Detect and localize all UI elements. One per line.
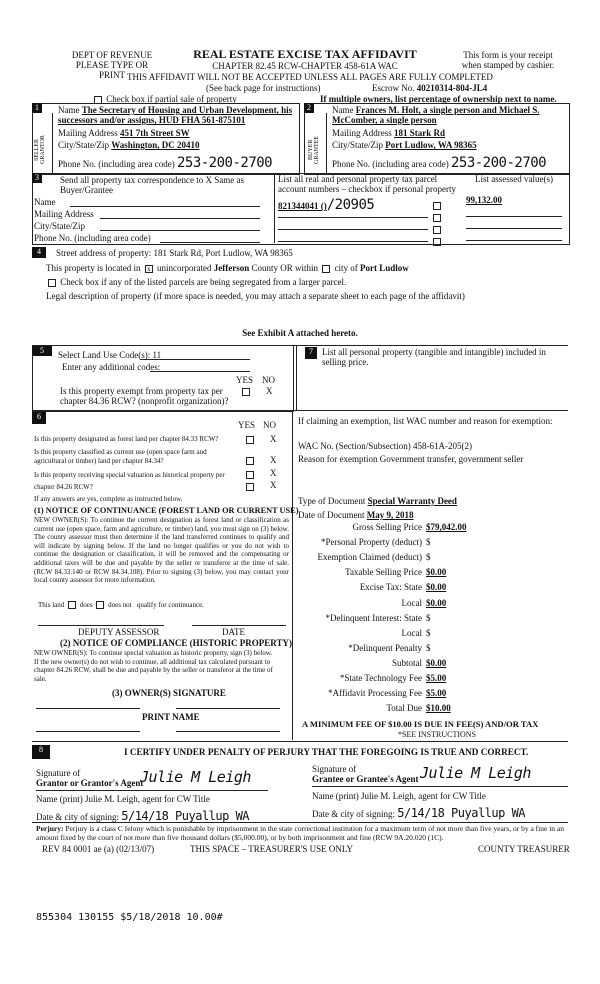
section-2-badge: 2	[304, 103, 314, 113]
seller-mail: Mailing Address 451 7th Street SW	[58, 128, 190, 138]
minimum-fee: A MINIMUM FEE OF $10.00 IS DUE IN FEE(S) AND/OR TAX	[302, 719, 539, 729]
unincorporated-checkbox[interactable]: x	[145, 265, 153, 273]
buyer-phone: Phone No. (including area code) 253-200-2700	[332, 155, 547, 171]
sec5-yes: YES	[236, 375, 254, 385]
parcel-checkbox-4[interactable]	[431, 236, 443, 246]
tax-row-value: $	[426, 627, 431, 638]
section-6-badge: 6	[32, 412, 46, 424]
chapter-label: CHAPTER 82.45 RCW-CHAPTER 458-61A WAC	[212, 61, 398, 71]
section-3-badge: 3	[32, 173, 42, 183]
wac-number: WAC No. (Section/Subsection) 458-61A-205(2)	[298, 441, 472, 451]
compliance-title: (2) NOTICE OF COMPLIANCE (HISTORIC PROPERTY)	[60, 638, 292, 648]
historic-answer: X	[270, 468, 277, 478]
additional-codes: Enter any additional codes:	[62, 362, 161, 372]
historic-yes-checkbox[interactable]	[244, 469, 256, 479]
segregated-line: Check box if any of the listed parcels are being segregated from a larger parcel.	[46, 277, 346, 287]
tax-row-label: *Delinquent Interest: State	[325, 612, 422, 623]
grantee-signature: Julie M Leigh	[420, 764, 531, 782]
form-title: REAL ESTATE EXCISE TAX AFFIDAVIT	[193, 47, 417, 61]
sec3-phone: Phone No. (including area code)	[34, 233, 151, 243]
section-8-badge: 8	[32, 745, 50, 759]
tax-row-label: Gross Selling Price	[352, 522, 422, 532]
multiple-owners-note: If multiple owners, list percentage of ownership next to name.	[320, 94, 557, 104]
buyer-name: Name Frances M. Holt, a single person and Michael S. McComber, a single person	[332, 105, 540, 125]
assessed-value: 99,132.00	[466, 195, 502, 205]
tax-row-label: *Personal Property (deduct)	[321, 537, 422, 548]
tax-row-label: *Delinquent Penalty	[348, 642, 422, 653]
assessed-label: List assessed value(s)	[475, 174, 553, 184]
tax-row-value: $	[426, 552, 431, 563]
tax-row-value: $	[426, 642, 431, 653]
grantor-signature: Julie M Leigh	[140, 768, 251, 786]
see-instructions: *SEE INSTRUCTIONS	[398, 730, 477, 739]
notice-text: THIS AFFIDAVIT WILL NOT BE ACCEPTED UNLESS ALL PAGES ARE FULLY COMPLETED	[127, 72, 493, 82]
grantor-print-name: Name (print) Julie M. Leigh, agent for CW Title	[36, 794, 210, 804]
buyer-city: City/State/Zip Port Ludlow, WA 98365	[332, 140, 477, 150]
tax-row-label: Subtotal	[391, 657, 422, 668]
compliance-text: NEW OWNER(S): To continue special valuation as historic property, sign (3) below. If the new owner(s) do not wish to continue, all additional tax calculated pursuant to chapter 84.26 RCW, shall be due and payable by the seller or transferor at the time of sale.	[34, 649, 273, 683]
seller-side-label: SELLER GRANTOR	[34, 135, 46, 165]
county-treasurer: COUNTY TREASURER	[478, 844, 570, 854]
personal-property-label: List all personal property (tangible and intangible) included in selling price.	[322, 347, 546, 367]
tax-row-value: $79,042.00	[426, 522, 467, 532]
seller-phone: Phone No. (including area code) 253-200-2700	[58, 155, 273, 171]
exhibit-note: See Exhibit A attached hereto.	[242, 328, 358, 338]
certify-statement: I CERTIFY UNDER PENALTY OF PERJURY THAT THE FOREGOING IS TRUE AND CORRECT.	[124, 747, 529, 757]
grantor-date-city: Date & city of signing: 5/14/18 Puyallup WA	[36, 809, 250, 823]
print-name-label: PRINT NAME	[142, 712, 200, 722]
section-4-badge: 4	[32, 247, 46, 258]
tax-row-value: $0.00	[426, 567, 447, 578]
tax-row-label: *Affidavit Processing Fee	[328, 688, 422, 699]
parcel-list-label: List all real and personal property tax parcel account numbers – checkbox if personal property	[278, 174, 456, 194]
if-any-yes: If any answers are yes, complete as instructed below.	[34, 495, 183, 503]
tax-row-label: Local	[401, 597, 422, 608]
sec6-no: NO	[263, 420, 276, 430]
assessor-date: DATE	[222, 627, 245, 637]
parcel-checkbox-3[interactable]	[431, 224, 443, 234]
tax-row-label: Taxable Selling Price	[345, 567, 422, 578]
segregated-checkbox[interactable]	[48, 279, 56, 287]
grantee-date-city: Date & city of signing: 5/14/18 Puyallup WA	[312, 806, 526, 820]
historic-answer-2: X	[270, 480, 277, 490]
exemption-label: If claiming an exemption, list WAC number and reason for exemption:	[298, 416, 553, 426]
exempt-yes-checkbox[interactable]	[240, 386, 252, 396]
document-date: Date of Document May 9, 2018	[298, 510, 414, 520]
current-use-question: Is this property classified as current use (open space farm and agricultural or timber) land per chapter 84.34?	[34, 448, 207, 465]
dept-label: DEPT OF REVENUE PLEASE TYPE OR PRINT	[71, 50, 153, 80]
treasurer-use: THIS SPACE – TREASURER'S USE ONLY	[190, 844, 354, 854]
seller-city: City/State/Zip Washington, DC 20410	[58, 140, 200, 150]
city-checkbox[interactable]	[322, 265, 330, 273]
tax-row-label: *State Technology Fee	[339, 673, 422, 683]
continuance-text: NEW OWNER(S): To continue the current designation as forest land or classification as current use (open space, farm and agriculture, or timber) land, you must sign on (3) below. The county assessor must then determine if the land transferred continues to qualify and will indicate by signing below. If the land no longer qualifies or you do not wish to continue the designation or classification, it will be removed and the compensating or additional taxes will be due and payable by the seller or transferor at the time of sale. (RCW 84.33.140 or RCW 84.34.108). Prior to signing (3) below, you may contact your local county assessor for more information.	[34, 516, 289, 585]
historic-question: Is this property receiving special valuation as historical property per chapter 84.26 RCW?	[34, 471, 225, 491]
buyer-mail: Mailing Address 181 Stark Rd	[332, 128, 446, 138]
send-correspondence: Send all property tax correspondence to X Same as Buyer/Grantee	[60, 175, 244, 195]
street-address: Street address of property: 181 Stark Rd, Port Ludlow, WA 98365	[56, 248, 293, 258]
recording-stamp: 855304 130155 $5/18/2018 10.00#	[36, 912, 223, 923]
tax-row-value: $	[426, 537, 431, 548]
sec3-mail: Mailing Address	[34, 209, 94, 219]
grantee-signature-label: Signature of Grantee or Grantee's Agent	[312, 764, 419, 784]
does-not-checkbox[interactable]	[96, 601, 104, 609]
parcel-checkbox-1[interactable]	[431, 200, 443, 210]
section-7-badge: 7	[305, 347, 317, 359]
tax-row-label: Excise Tax: State	[359, 582, 422, 593]
seller-name: Name The Secretary of Housing and Urban Development, his successors and/or assigns, HUD FHA 561-875101	[58, 105, 293, 125]
section-1-badge: 1	[32, 103, 42, 113]
section-5-badge: 5	[32, 346, 52, 356]
sec5-no: NO	[262, 375, 275, 385]
legal-description-label: Legal description of property (if more space is needed, you may attach a separate sheet to each page of the affidavit)	[46, 291, 465, 301]
tax-row-label: Exemption Claimed (deduct)	[317, 552, 422, 563]
tax-row-value: $0.00	[426, 597, 447, 608]
receipt-note: This form is your receipt when stamped by cashier.	[461, 50, 555, 70]
perjury-notice: Perjury: Perjury is a class C felony which is punishable by imprisonment in the state correctional institution for a maximum term of not more than five years, or by a fine in an amount fixed by the court of not more than five thousand dollars ($5,000.00), or by both imprisonment and fine (RCW 9A.20.020 (1C).	[36, 824, 564, 842]
form-revision: REV 84 0001 ae (a) (02/13/07)	[42, 844, 155, 854]
deputy-assessor: DEPUTY ASSESSOR	[78, 627, 160, 637]
partial-sale[interactable]: Check box if partial sale of property	[92, 94, 237, 104]
historic-yes-checkbox-2[interactable]	[244, 481, 256, 491]
location-line: This property is located in x unincorporated Jefferson County OR within city of Port Ludlow	[46, 263, 409, 273]
sec3-name: Name	[34, 197, 56, 207]
continuance-title: (1) NOTICE OF CONTINUANCE (FOREST LAND OR CURRENT USE)	[34, 506, 299, 515]
tax-row-value: $	[426, 612, 431, 623]
tax-row-label: Total Due	[386, 703, 422, 714]
forest-yes-checkbox[interactable]	[244, 434, 256, 444]
document-type: Type of Document Special Warranty Deed	[298, 496, 457, 506]
continuance-choice: This land does does not qualify for continuance.	[38, 601, 204, 609]
tax-row-value: $5.00	[426, 688, 447, 699]
tax-row-value: $5.00	[426, 673, 447, 683]
tax-row-value: $10.00	[426, 703, 451, 714]
owner-signature-label: (3) OWNER(S) SIGNATURE	[112, 688, 226, 698]
buyer-side-label: BUYER GRANTEE	[308, 136, 320, 164]
forest-answer: X	[270, 434, 277, 444]
exempt-question: Is this property exempt from property tax per chapter 84.36 RCW? (nonprofit organization)?	[60, 386, 229, 406]
grantor-signature-label: Signature of Grantor or Grantor's Agent	[36, 768, 144, 788]
sec6-yes: YES	[238, 420, 256, 430]
parcel-number: 821344041 ()/20905	[278, 197, 375, 213]
forest-question: Is this property designated as forest land per chapter 84.33 RCW?	[34, 435, 219, 443]
sec3-city: City/State/Zip	[34, 221, 85, 231]
land-use-code: Select Land Use Code(s): 11	[58, 350, 162, 360]
grantee-print-name: Name (print) Julie M. Leigh, agent for CW Title	[312, 791, 486, 801]
see-back: (See back page for instructions)	[206, 83, 321, 93]
does-checkbox[interactable]	[68, 601, 76, 609]
exemption-reason: Reason for exemption Government transfer, government seller	[298, 454, 524, 464]
exempt-answer: X	[266, 386, 273, 396]
escrow-number: Escrow No. 40210314-804-JL4	[372, 83, 488, 93]
tax-row-value: $0.00	[426, 657, 447, 668]
parcel-checkbox-2[interactable]	[431, 212, 443, 222]
tax-row-value: $0.00	[426, 582, 447, 593]
current-use-answer: X	[270, 455, 277, 465]
current-use-yes-checkbox[interactable]	[244, 455, 256, 465]
tax-row-label: Local	[401, 627, 422, 638]
